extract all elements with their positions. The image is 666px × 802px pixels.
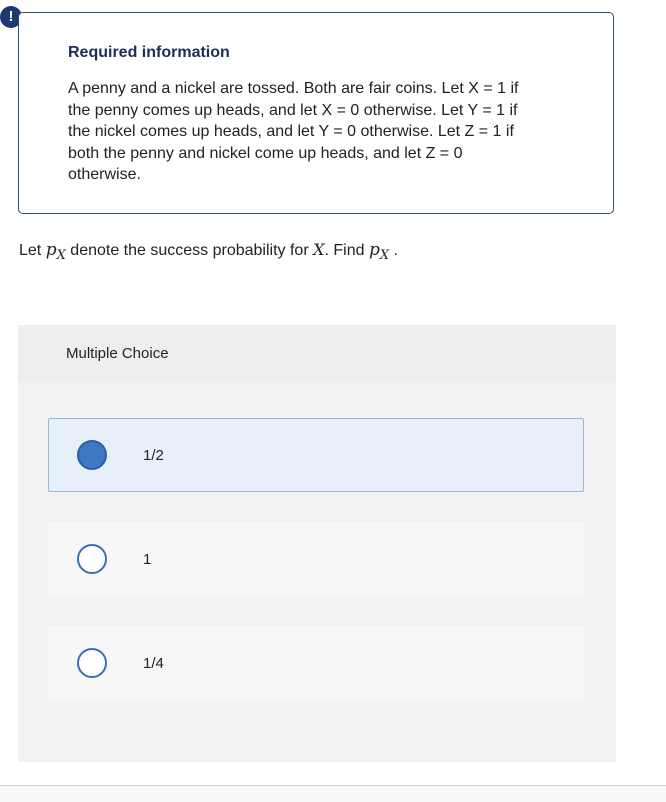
choice-option-2[interactable] <box>48 522 584 596</box>
multiple-choice-panel <box>18 325 616 762</box>
question-prefix: Let <box>19 242 46 259</box>
choice-option-text: 1 <box>143 551 152 568</box>
radio-selected-icon[interactable] <box>77 440 107 470</box>
question-middle: denote the success probability for <box>65 242 314 259</box>
info-text <box>68 78 596 186</box>
question-suffix: . <box>389 242 398 259</box>
info-line-3: the nickel comes up heads, and let Y = 0 otherwise. Let Z = 1 if <box>68 123 514 140</box>
question-text <box>19 240 398 263</box>
x-variable: X <box>313 240 325 259</box>
multiple-choice-label: Multiple Choice <box>66 345 169 362</box>
p-symbol: p <box>45 240 57 260</box>
info-title: Required information <box>68 44 230 61</box>
choice-option-text: 1/4 <box>143 655 164 672</box>
choice-option-1[interactable] <box>48 418 584 492</box>
info-line-4: both the penny and nickel come up heads, and let Z = 0 <box>68 144 463 162</box>
info-line-5: otherwise. <box>68 166 141 183</box>
choice-option-text: 1/2 <box>143 447 164 464</box>
info-line-2: the penny comes up heads, and let X = 0 otherwise. Let Y = 1 if <box>68 101 518 119</box>
p-symbol-2: p <box>368 240 380 260</box>
x-subscript: X <box>56 248 66 263</box>
footer-divider <box>0 785 666 802</box>
question-find: . Find <box>324 242 369 259</box>
alert-badge-icon: ! <box>0 6 22 28</box>
choice-option-3[interactable] <box>48 626 584 700</box>
x-subscript-2: X <box>379 248 390 263</box>
radio-unselected-icon[interactable] <box>77 544 107 574</box>
info-line-1: A penny and a nickel are tossed. Both are fair coins. Let X = 1 if <box>68 80 519 97</box>
radio-unselected-icon[interactable] <box>77 648 107 678</box>
multiple-choice-header <box>18 325 616 381</box>
